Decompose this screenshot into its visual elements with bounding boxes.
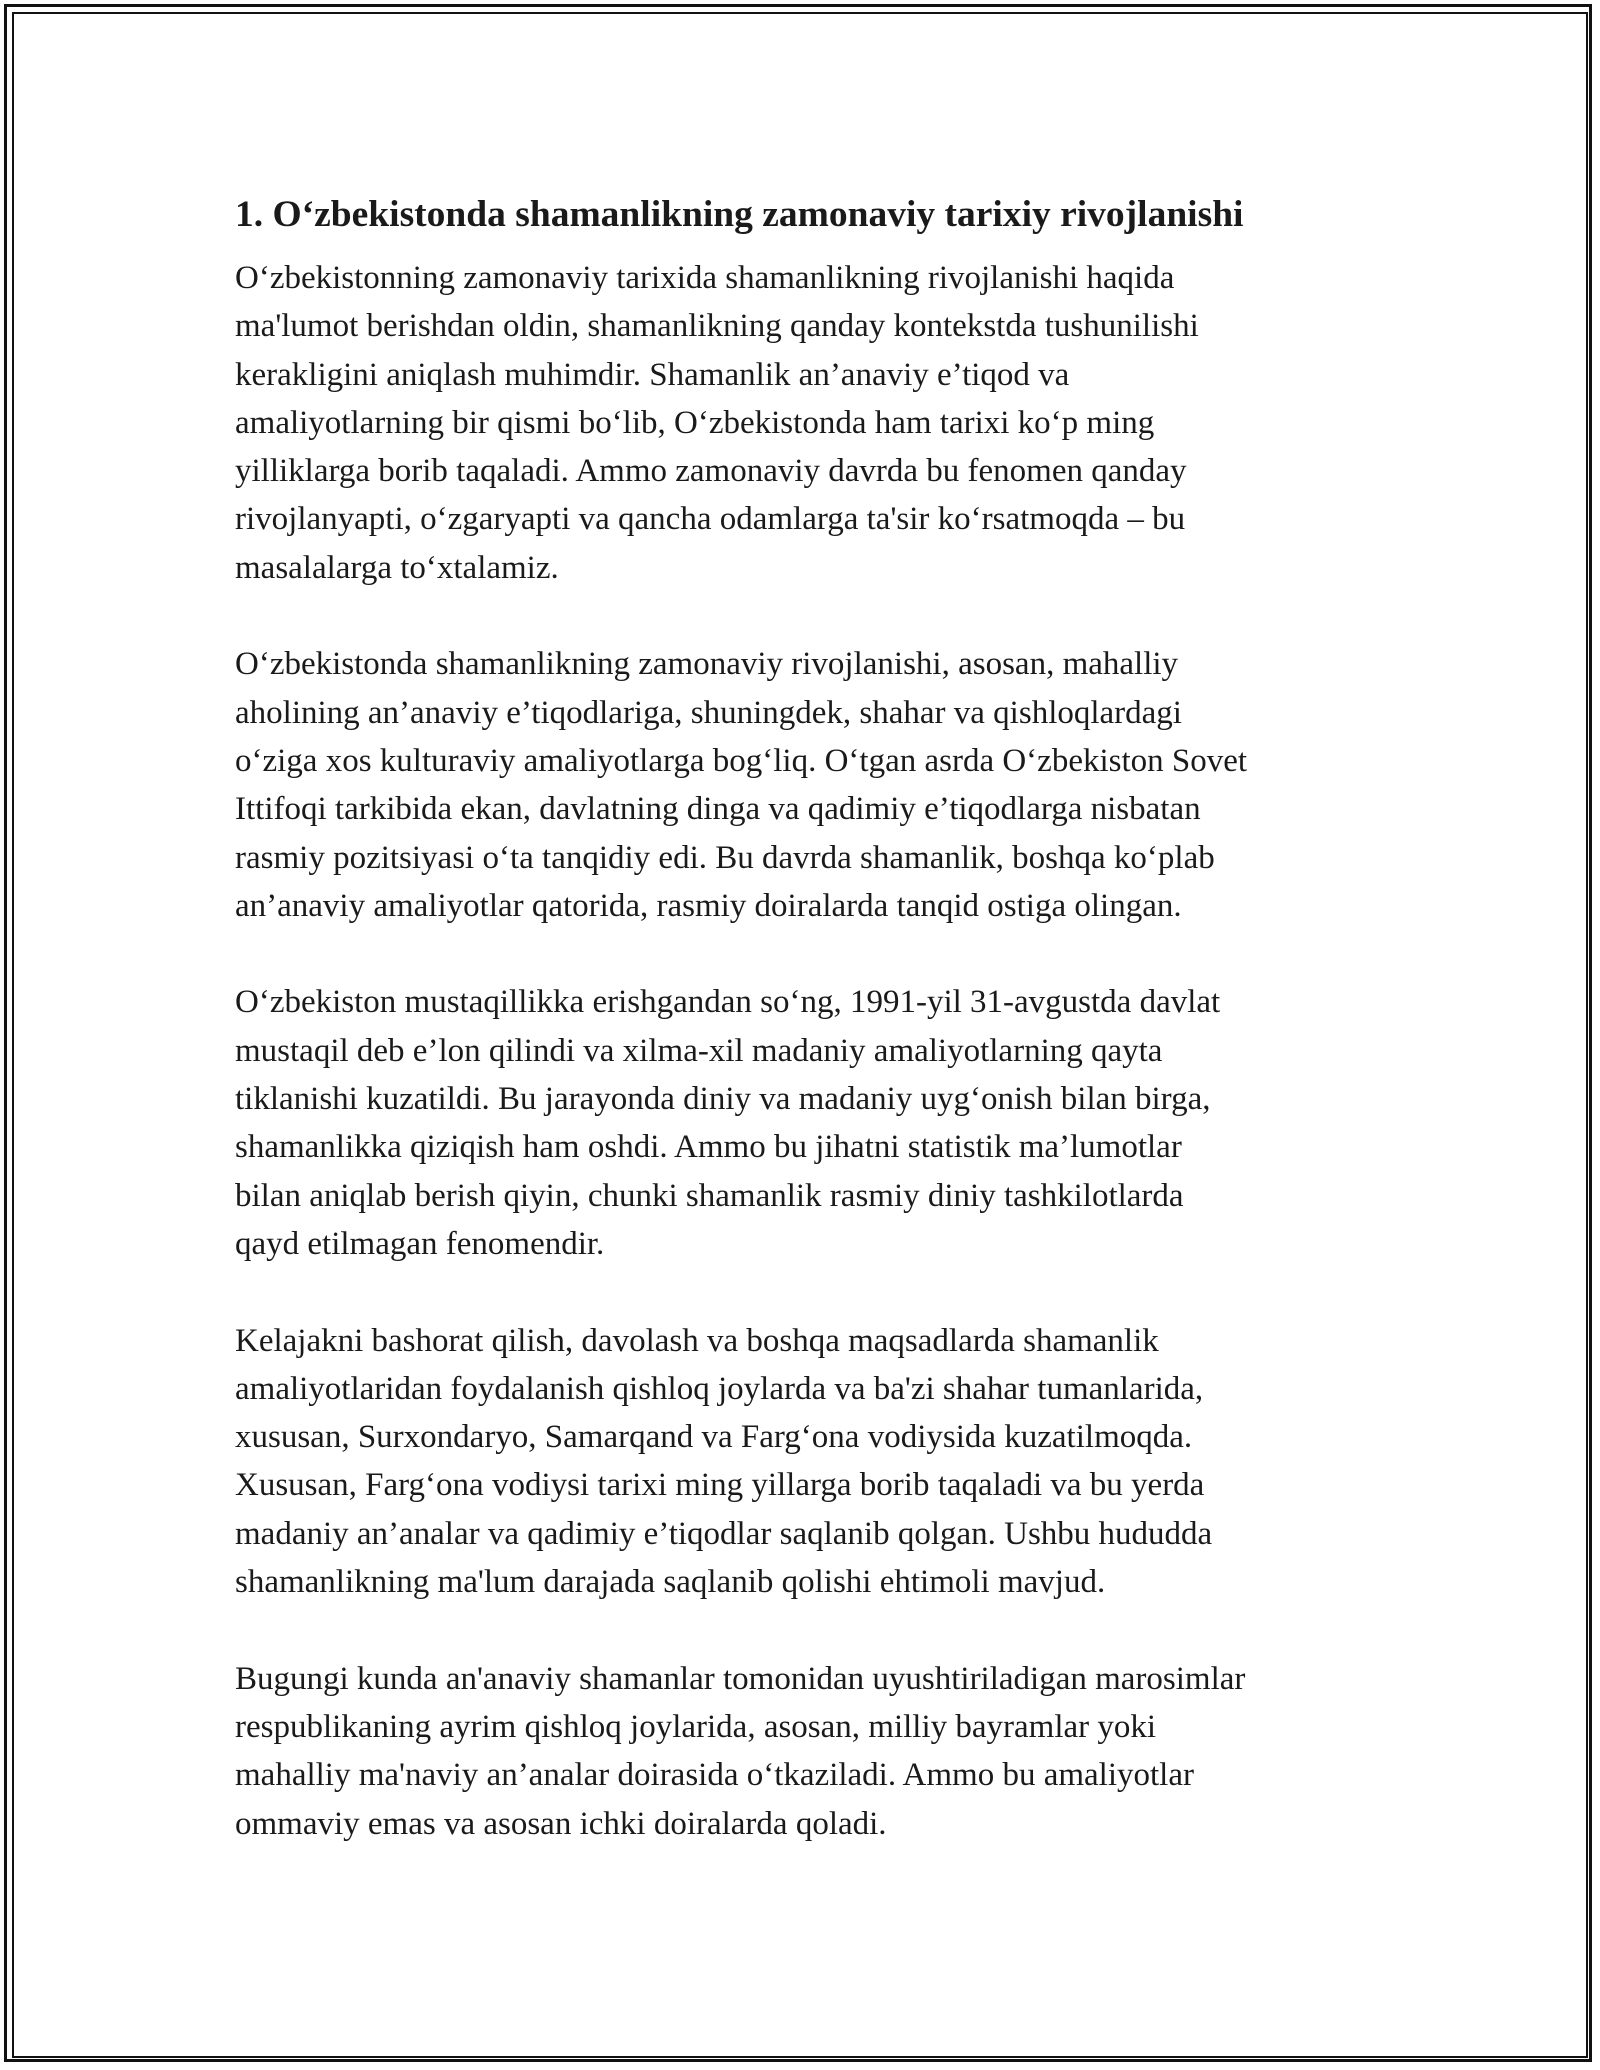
text-line: Kelajakni bashorat qilish, davolash va boshqa maqsadlarda shamanlik [235, 1322, 1159, 1359]
text-line: amaliyotlarning bir qismi bo‘lib, O‘zbekistonda ham tarixi ko‘p ming [235, 404, 1155, 441]
text-line: aholining an’anaviy e’tiqodlariga, shuningdek, shahar va qishloqlardagi [235, 694, 1182, 731]
text-line: bilan aniqlab berish qiyin, chunki shamanlik rasmiy diniy tashkilotlarda [235, 1177, 1184, 1214]
paragraph [235, 1655, 1385, 1848]
text-line: O‘zbekistonda shamanlikning zamonaviy rivojlanishi, asosan, mahalliy [235, 646, 1179, 683]
text-line: Ittifoqi tarkibida ekan, davlatning dinga va qadimiy e’tiqodlarga nisbatan [235, 791, 1201, 828]
text-line: O‘zbekistonning zamonaviy tarixida shamanlikning rivojlanishi haqida [235, 260, 1175, 296]
paragraph [235, 640, 1385, 930]
text-line: kerakligini aniqlash muhimdir. Shamanlik an’anaviy e’tiqod va [235, 356, 1070, 393]
text-line: an’anaviy amaliyotlar qatorida, rasmiy doiralarda tanqid ostiga olingan. [235, 887, 1182, 924]
text-line: shamanlikka qiziqish ham oshdi. Ammo bu jihatni statistik ma’lumotlar [235, 1129, 1182, 1166]
text-line: O‘zbekiston mustaqillikka erishgandan so‘ng, 1991-yil 31-avgustda davlat [235, 984, 1221, 1021]
text-line: mahalliy ma'naviy an’analar doirasida o‘tkaziladi. Ammo bu amaliyotlar [235, 1757, 1194, 1794]
text-line: tiklanishi kuzatildi. Bu jarayonda diniy va madaniy uyg‘onish bilan birga, [235, 1081, 1211, 1118]
text-line: mustaqil deb e’lon qilindi va xilma-xil madaniy amaliyotlarning qayta [235, 1032, 1163, 1069]
text-line: respublikaning ayrim qishloq joylarida, asosan, milliy bayramlar yoki [235, 1708, 1157, 1745]
text-line: xususan, Surxondaryo, Samarqand va Farg‘ona vodiysida kuzatilmoqda. [235, 1419, 1193, 1456]
text-line: qayd etilmagan fenomendir. [235, 1225, 605, 1262]
paragraph [235, 254, 1385, 592]
text-line: yilliklarga borib taqaladi. Ammo zamonaviy davrda bu fenomen qanday [235, 453, 1187, 490]
text-line: masalalarga to‘xtalamiz. [235, 549, 559, 586]
section-heading: 1. O‘zbekistonda shamanlikning zamonaviy tarixiy rivojlanishi [235, 194, 1244, 235]
paragraph [235, 978, 1385, 1268]
text-line: shamanlikning ma'lum darajada saqlanib qolishi ehtimoli mavjud. [235, 1564, 1106, 1601]
text-line: ma'lumot berishdan oldin, shamanlikning qanday kontekstda tushunilishi [235, 308, 1199, 345]
text-line: Bugungi kunda an'anaviy shamanlar tomonidan uyushtiriladigan marosimlar [235, 1660, 1246, 1697]
text-line: ommaviy emas va asosan ichki doiralarda qoladi. [235, 1805, 887, 1842]
text-line: Xususan, Farg‘ona vodiysi tarixi ming yillarga borib taqaladi va bu yerda [235, 1467, 1205, 1504]
document-body [235, 185, 1385, 1896]
paragraph [235, 1317, 1385, 1607]
text-line: rivojlanyapti, o‘zgaryapti va qancha odamlarga ta'sir ko‘rsatmoqda – bu [235, 501, 1186, 538]
text-line: rasmiy pozitsiyasi o‘ta tanqidiy edi. Bu davrda shamanlik, boshqa ko‘plab [235, 839, 1215, 876]
text-line: o‘ziga xos kulturaviy amaliyotlarga bog‘liq. O‘tgan asrda O‘zbekiston Sovet [235, 742, 1248, 779]
text-line: amaliyotlaridan foydalanish qishloq joylarda va ba'zi shahar tumanlarida, [235, 1370, 1204, 1407]
text-line: madaniy an’analar va qadimiy e’tiqodlar saqlanib qolgan. Ushbu hududda [235, 1515, 1213, 1552]
